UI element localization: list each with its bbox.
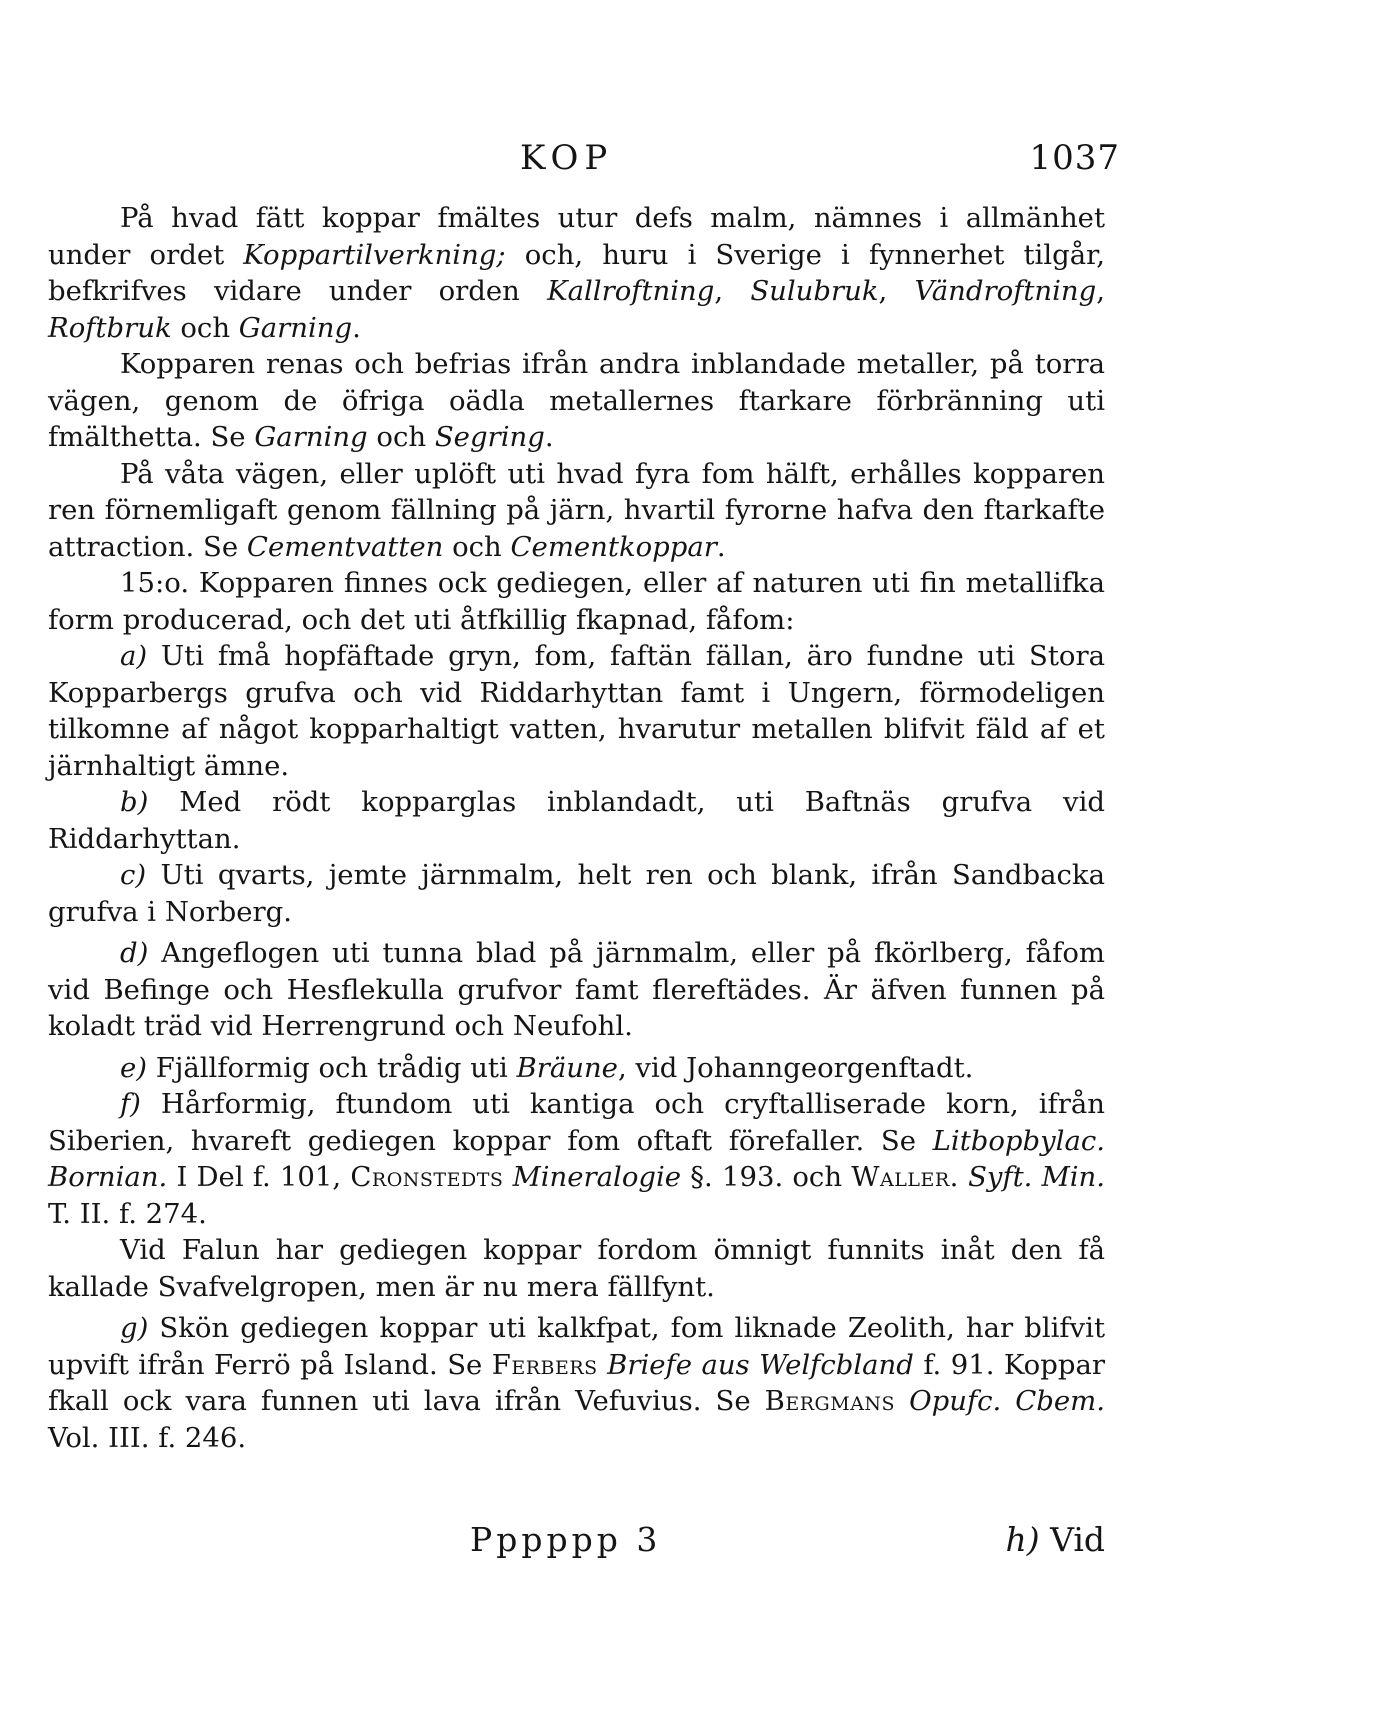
signature-mark: Pppppp 3 bbox=[470, 1520, 662, 1559]
running-head bbox=[40, 138, 1120, 188]
paragraph-smelting: På hvad fätt koppar fmältes utur defs malm, nämnes i allmänhet under ordet Koppartilverkning; och, huru i Sverige i fynnerhet tilgår, befkrifves vidare under orden Kallroftning, Sulubruk, Vändroftning, Roftbruk och Garning. bbox=[48, 202, 1106, 344]
list-item-f: f) Hårformig, ftundom uti kantiga och cryftalliserade korn, ifrån Siberien, hvareft gediegen koppar fom oftaft förefaller. Se Litbopbylac. Bornian. I Del f. 101, Cronstedts Mineralogie §. 193. och Waller. Syft. Min. T. II. f. 274. bbox=[48, 1088, 1105, 1230]
page-number: 1037 bbox=[1029, 138, 1120, 178]
paragraph-native-copper: 15:o. Kopparen finnes ock gediegen, eller af naturen uti fin metallifka form producerad, och det uti åtfkillig fkapnad, fåfom: bbox=[48, 567, 1105, 636]
paragraph-wet-refining: På våta vägen, eller uplöft uti hvad fyra fom hälft, erhålles kopparen ren förnemligaft genom fällning på järn, hvartil fyrorne hafva den ftarkafte attraction. Se Cementvatten och Cementkoppar. bbox=[48, 457, 1105, 563]
catchword: h) Vid bbox=[1005, 1520, 1105, 1559]
paragraph-falun: Vid Falun har gediegen koppar fordom ömnigt funnits inåt den få kallade Svafvelgropen, men är nu mera fällfynt. bbox=[48, 1234, 1105, 1303]
running-title: KOP bbox=[520, 138, 614, 178]
paragraph-dry-refining: Kopparen renas och befrias ifrån andra inblandade metaller, på torra vägen, genom de öfriga oädla metallernes ftarkare förbränning uti fmälthetta. Se Garning och Segring. bbox=[48, 348, 1105, 453]
list-item-d: d) Angeflogen uti tunna blad på järnmalm, eller på fkörlberg, fåfom vid Befinge och Hesflekulla grufvor famt flereftädes. Är äfven funnen på koladt träd vid Herrengrund och Neufohl. bbox=[48, 937, 1105, 1042]
body-text bbox=[48, 200, 1105, 1456]
list-item-c: c) Uti qvarts, jemte järnmalm, helt ren och blank, ifrån Sandbacka grufva i Norberg. bbox=[48, 859, 1105, 928]
list-item-b: b) Med rödt kopparglas inblandadt, uti Baftnäs grufva vid Riddarhyttan. bbox=[48, 786, 1105, 855]
list-item-a: a) Uti fmå hopfäftade gryn, fom, faftän fällan, äro fundne uti Stora Kopparbergs grufva och vid Riddarhyttan famt i Ungern, förmodeligen tilkomne af något kopparhaltigt vatten, hvarutur metallen blifvit fäld af et järnhaltigt ämne. bbox=[48, 640, 1105, 782]
list-item-e: e) Fjällformig och trådig uti Bräune, vid Johanngeorgenftadt. bbox=[120, 1051, 974, 1084]
page-footer bbox=[40, 1520, 1105, 1570]
list-item-g: g) Skön gediegen koppar uti kalkfpat, fom liknade Zeolith, har blifvit upvift ifrån Ferrö på Island. Se Ferbers Briefe aus Welfcbland f. 91. Koppar fkall ock vara funnen uti lava ifrån Vefuvius. Se Bergmans Opufc. Cbem. Vol. III. f. 246. bbox=[48, 1312, 1105, 1454]
